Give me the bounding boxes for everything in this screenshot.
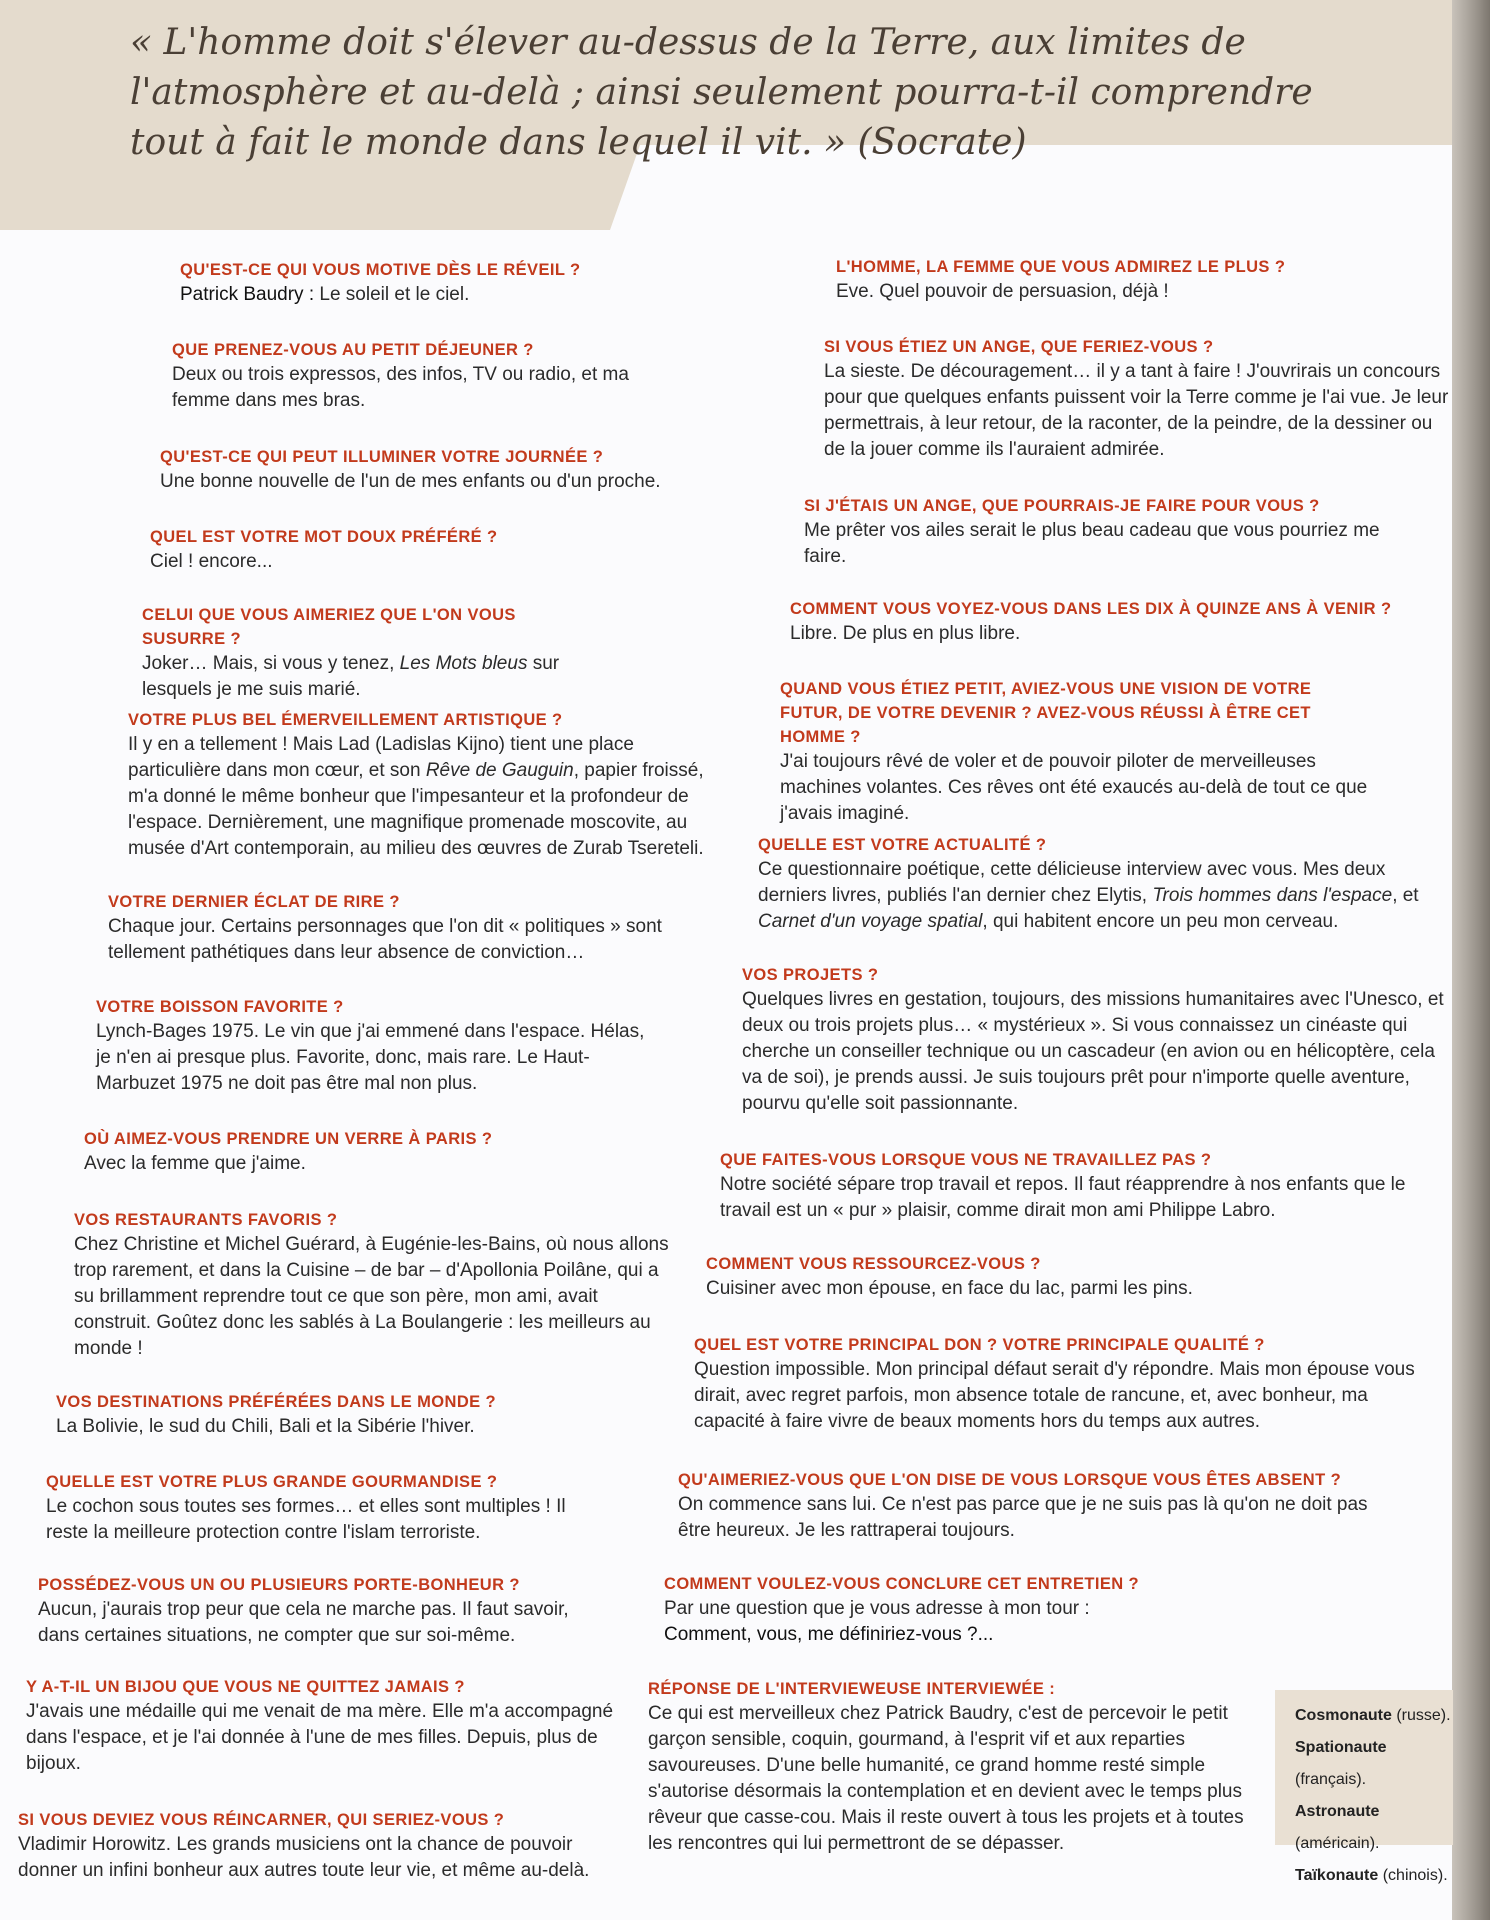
question: SI VOUS DEVIEZ VOUS RÉINCARNER, QUI SERIEZ-VOUS ? <box>18 1811 505 1829</box>
qa-right-13 <box>648 1677 1248 1857</box>
qa-right-3 <box>804 494 1404 570</box>
qa-right-7 <box>742 963 1452 1117</box>
question: VOS PROJETS ? <box>742 966 879 984</box>
qa-right-10 <box>694 1333 1424 1435</box>
qa-left-2 <box>172 338 642 414</box>
answer: Cuisiner avec mon épouse, en face du lac, parmi les pins. <box>706 1278 1193 1299</box>
answer: J'ai toujours rêvé de voler et de pouvoir piloter de merveilleuses machines volantes. Ces rêves ont été exaucés au-delà de tout ce que j'avais imaginé. <box>780 751 1368 824</box>
question: Y A-T-IL UN BIJOU QUE VOUS NE QUITTEZ JAMAIS ? <box>26 1678 465 1696</box>
answer: Lynch-Bages 1975. Le vin que j'ai emmené dans l'espace. Hélas, je n'en ai presque plus. Favorite, donc, mais rare. Le Haut-Marbuzet 1975 ne doit pas être mal non plus. <box>96 1021 645 1094</box>
answer: Ciel ! encore... <box>150 551 273 572</box>
qa-left-8 <box>96 995 656 1097</box>
qa-right-11 <box>678 1468 1378 1544</box>
question: VOTRE BOISSON FAVORITE ? <box>96 998 344 1016</box>
answer: La Bolivie, le sud du Chili, Bali et la Sibérie l'hiver. <box>56 1416 475 1437</box>
question: VOS DESTINATIONS PRÉFÉRÉES DANS LE MONDE ? <box>56 1393 497 1411</box>
question: QUEL EST VOTRE MOT DOUX PRÉFÉRÉ ? <box>150 528 498 546</box>
astronaut-terms-box <box>1275 1690 1453 1884</box>
answer: Notre société sépare trop travail et repos. Il faut réapprendre à nos enfants que le travail est un « pur » plaisir, comme dirait mon ami Philippe Labro. <box>720 1174 1406 1221</box>
answer: Joker… Mais, si vous y tenez, Les Mots bleus sur lesquels je me suis marié. <box>142 653 560 700</box>
answer: Question impossible. Mon principal défaut serait d'y répondre. Mais mon épouse vous dirait, avec regret parfois, mon absence totale de rancune, et, avec bonheur, ma capacité à faire vivre de beaux moments hors du temps aux autres. <box>694 1359 1415 1432</box>
question: VOTRE PLUS BEL ÉMERVEILLEMENT ARTISTIQUE ? <box>128 711 563 729</box>
question: QUEL EST VOTRE PRINCIPAL DON ? VOTRE PRINCIPALE QUALITÉ ? <box>694 1336 1265 1354</box>
answer: Eve. Quel pouvoir de persuasion, déjà ! <box>836 281 1169 302</box>
answer: Chez Christine et Michel Guérard, à Eugénie-les-Bains, où nous allons trop rarement, et dans la Cuisine – de bar – d'Apollonia Poilâne, qui a su brillamment reprendre tout ce que son père, mon ami, avait construit. Goûtez donc les sablés à La Boulangerie : les meilleurs au monde ! <box>74 1234 669 1359</box>
qa-left-9 <box>84 1127 644 1177</box>
book-spine <box>1452 0 1490 1920</box>
answer: Avec la femme que j'aime. <box>84 1153 306 1174</box>
qa-left-10 <box>74 1208 674 1362</box>
answer: Deux ou trois expressos, des infos, TV ou radio, et ma femme dans mes bras. <box>172 364 629 411</box>
question: COMMENT VOUS VOYEZ-VOUS DANS LES DIX À QUINZE ANS À VENIR ? <box>790 600 1392 618</box>
answer: Me prêter vos ailes serait le plus beau cadeau que vous pourriez me faire. <box>804 520 1380 567</box>
term-astronaute: Astronaute (américain). <box>1295 1803 1380 1852</box>
qa-left-7 <box>108 890 698 966</box>
answer: Patrick Baudry : Le soleil et le ciel. <box>180 284 470 305</box>
question: COMMENT VOUS RESSOURCEZ-VOUS ? <box>706 1255 1041 1273</box>
question: QUAND VOUS ÉTIEZ PETIT, AVIEZ-VOUS UNE VISION DE VOTRE FUTUR, DE VOTRE DEVENIR ? AVEZ-VOUS RÉUSSI À ÊTRE CET HOMME ? <box>780 680 1312 746</box>
answer: Par une question que je vous adresse à mon tour : <box>664 1598 1090 1619</box>
question: L'HOMME, LA FEMME QUE VOUS ADMIREZ LE PLUS ? <box>836 258 1286 276</box>
question: SI J'ÉTAIS UN ANGE, QUE POURRAIS-JE FAIRE POUR VOUS ? <box>804 497 1320 515</box>
answer: Libre. De plus en plus libre. <box>790 623 1021 644</box>
question: RÉPONSE DE L'INTERVIEWEUSE INTERVIEWÉE : <box>648 1680 1056 1698</box>
question: QUELLE EST VOTRE ACTUALITÉ ? <box>758 836 1047 854</box>
qa-left-15 <box>18 1808 618 1884</box>
qa-right-4 <box>790 597 1430 647</box>
qa-left-4 <box>150 525 710 575</box>
interviewee-name: Patrick Baudry : <box>180 284 315 305</box>
qa-right-2 <box>824 335 1454 463</box>
qa-left-12 <box>46 1470 566 1546</box>
answer: Vladimir Horowitz. Les grands musiciens ont la chance de pouvoir donner un infini bonheur aux autres toute leur vie, et même au-delà. <box>18 1834 590 1881</box>
qa-left-3 <box>160 445 740 495</box>
answer: Quelques livres en gestation, toujours, des missions humanitaires avec l'Unesco, et deux ou trois projets plus… « mystérieux ». Si vous connaissez un cinéaste qui cherche un conseiller technique ou un cascadeur (en avion ou en hélicoptère, cela va de soi), je prends aussi. Je suis toujours prêt pour n'importe quelle aventure, pourvu qu'elle soit passionnante. <box>742 989 1444 1114</box>
question: QUELLE EST VOTRE PLUS GRANDE GOURMANDISE ? <box>46 1473 498 1491</box>
answer: Le cochon sous toutes ses formes… et elles sont multiples ! Il reste la meilleure protection contre l'islam terroriste. <box>46 1496 566 1543</box>
question: SI VOUS ÉTIEZ UN ANGE, QUE FERIEZ-VOUS ? <box>824 338 1214 356</box>
question: QUE PRENEZ-VOUS AU PETIT DÉJEUNER ? <box>172 341 534 359</box>
term-spationaute: Spationaute (français). <box>1295 1739 1387 1788</box>
question: QU'EST-CE QUI PEUT ILLUMINER VOTRE JOURNÉE ? <box>160 448 604 466</box>
question: QU'EST-CE QUI VOUS MOTIVE DÈS LE RÉVEIL ? <box>180 261 581 279</box>
question: QU'AIMERIEZ-VOUS QUE L'ON DISE DE VOUS LORSQUE VOUS ÊTES ABSENT ? <box>678 1471 1342 1489</box>
answer: Une bonne nouvelle de l'un de mes enfants ou d'un proche. <box>160 471 661 492</box>
question: COMMENT VOULEZ-VOUS CONCLURE CET ENTRETIEN ? <box>664 1575 1140 1593</box>
qa-right-5 <box>780 677 1370 827</box>
term-cosmonaute: Cosmonaute (russe). <box>1295 1707 1451 1724</box>
qa-right-8 <box>720 1148 1440 1224</box>
answer: Ce qui est merveilleux chez Patrick Baudry, c'est de percevoir le petit garçon sensible, coquin, gourmand, à l'esprit vif et aux reparties savoureuses. D'une belle humanité, ce grand homme resté simple s'autorise désormais la contemplation et en devient avec le temps plus rêveur que casse-cou. Mais il reste ouvert à tous les projets et à toutes les rencontres qui lui permettront de se dépasser. <box>648 1703 1244 1854</box>
term-taikonaute: Taïkonaute (chinois). <box>1295 1867 1448 1884</box>
qa-left-14 <box>26 1675 616 1777</box>
answer: J'avais une médaille qui me venait de ma mère. Elle m'a accompagné dans l'espace, et je l'ai donnée à l'une de mes filles. Depuis, plus de bijoux. <box>26 1701 614 1774</box>
question: VOS RESTAURANTS FAVORIS ? <box>74 1211 338 1229</box>
answer: Ce questionnaire poétique, cette délicieuse interview avec vous. Mes deux derniers livres, publiés l'an dernier chez Elytis, Trois hommes dans l'espace, et Carnet d'un voyage spatial, qui habitent encore un peu mon cerveau. <box>758 859 1419 932</box>
question: QUE FAITES-VOUS LORSQUE VOUS NE TRAVAILLEZ PAS ? <box>720 1151 1212 1169</box>
qa-right-12 <box>664 1572 1264 1648</box>
qa-right-1 <box>836 255 1436 305</box>
qa-left-6 <box>128 708 728 862</box>
qa-left-11 <box>56 1390 616 1440</box>
question: CELUI QUE VOUS AIMERIEZ QUE L'ON VOUS SUSURRE ? <box>142 606 516 648</box>
answer: Il y en a tellement ! Mais Lad (Ladislas Kijno) tient une place particulière dans mon cœur, et son Rêve de Gauguin, papier froissé, m'a donné le même bonheur que l'impesanteur et la profondeur de l'espace. Dernièrement, une magnifique promenade moscovite, au musée d'Art contemporain, au milieu des œuvres de Zurab Tsereteli. <box>128 734 704 859</box>
question: POSSÉDEZ-VOUS UN OU PLUSIEURS PORTE-BONHEUR ? <box>38 1576 520 1594</box>
answer-closing-question: Comment, vous, me définiriez-vous ?... <box>664 1624 994 1645</box>
answer: Chaque jour. Certains personnages que l'on dit « politiques » sont tellement pathétiques dans leur absence de conviction… <box>108 916 662 963</box>
qa-left-1 <box>180 258 700 308</box>
answer: La sieste. De découragement… il y a tant à faire ! J'ouvrirais un concours pour que quelques enfants puissent voir la Terre comme je l'ai vue. Je leur permettrais, à leur retour, de la raconter, de la peindre, de la dessiner ou de la jouer comme ils l'auraient admirée. <box>824 361 1449 460</box>
qa-left-5 <box>142 603 602 703</box>
qa-right-6 <box>758 833 1458 935</box>
qa-right-9 <box>706 1252 1426 1302</box>
answer: On commence sans lui. Ce n'est pas parce que je ne suis pas là qu'on ne doit pas être heureux. Je les rattraperai toujours. <box>678 1494 1368 1541</box>
qa-left-13 <box>38 1573 598 1649</box>
question: OÙ AIMEZ-VOUS PRENDRE UN VERRE À PARIS ? <box>84 1130 493 1148</box>
answer: Aucun, j'aurais trop peur que cela ne marche pas. Il faut savoir, dans certaines situations, ne compter que sur soi-même. <box>38 1599 569 1646</box>
question: VOTRE DERNIER ÉCLAT DE RIRE ? <box>108 893 400 911</box>
socrates-quote: « L'homme doit s'élever au-dessus de la Terre, aux limites de l'atmosphère et au-delà ; ainsi seulement pourra-t-il comprendre tout à fait le monde dans lequel il vit. » (Socrate) <box>130 22 1313 163</box>
